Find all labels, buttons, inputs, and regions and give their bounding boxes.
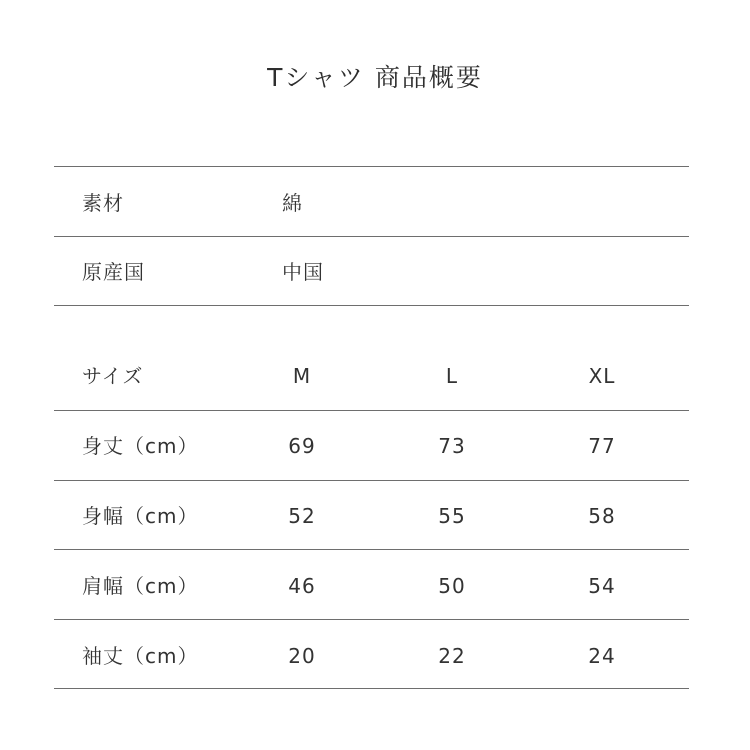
shoulder-width-m: 46 — [288, 574, 316, 598]
sleeve-length-l: 22 — [438, 644, 466, 668]
origin-label: 原産国 — [82, 260, 145, 284]
body-width-m: 52 — [288, 504, 316, 528]
shoulder-width-xl: 54 — [588, 574, 616, 598]
origin-value: 中国 — [282, 260, 324, 284]
body-length-m: 69 — [288, 434, 316, 458]
divider — [54, 688, 689, 689]
row-label-sleeve-length: 袖丈（cm） — [82, 644, 199, 668]
row-label-body-length: 身丈（cm） — [82, 434, 199, 458]
page-title: Tシャツ 商品概要 — [267, 63, 483, 92]
divider — [54, 549, 689, 550]
material-label: 素材 — [82, 191, 124, 215]
row-label-body-width: 身幅（cm） — [82, 504, 199, 528]
divider — [54, 619, 689, 620]
sleeve-length-xl: 24 — [588, 644, 616, 668]
divider — [54, 236, 689, 237]
divider — [54, 166, 689, 167]
row-label-shoulder-width: 肩幅（cm） — [82, 574, 199, 598]
body-length-xl: 77 — [588, 434, 616, 458]
size-header-l: L — [445, 364, 459, 388]
size-header-label: サイズ — [82, 364, 144, 388]
divider — [54, 305, 689, 306]
size-header-m: M — [292, 364, 312, 388]
shoulder-width-l: 50 — [438, 574, 466, 598]
divider — [54, 480, 689, 481]
body-width-l: 55 — [438, 504, 466, 528]
size-header-xl: XL — [588, 364, 616, 388]
body-length-l: 73 — [438, 434, 466, 458]
divider — [54, 410, 689, 411]
material-value: 綿 — [282, 191, 303, 215]
body-width-xl: 58 — [588, 504, 616, 528]
sleeve-length-m: 20 — [288, 644, 316, 668]
